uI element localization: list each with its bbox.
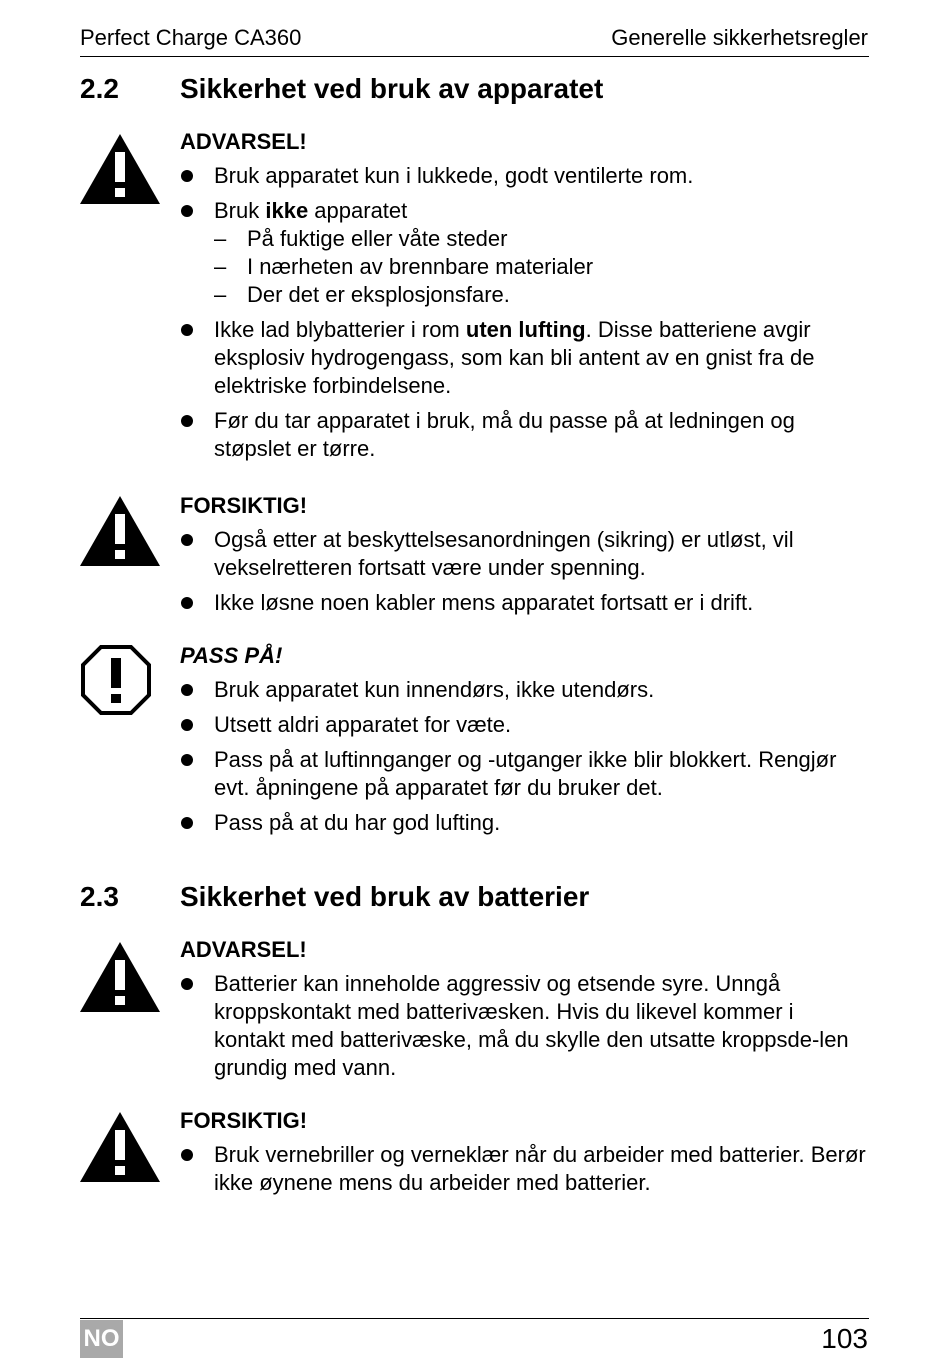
sub-item-text: I nærheten av brennbare materialer [247,254,594,279]
bullet-icon [181,205,193,217]
list-item [180,589,870,617]
list-item [180,809,870,837]
bullet-icon [181,415,193,427]
item-list [180,970,870,1082]
bullet-icon [181,684,193,696]
list-item [180,162,870,190]
item-text-bold: ikke [265,198,309,223]
sub-list [214,225,870,309]
list-item [180,316,870,400]
sub-list-item [214,281,870,309]
dash-icon: – [214,282,227,307]
item-text: Batterier kan inneholde aggressiv og etsende syre. Unngå kroppskontakt med batterivæsken. Hvis du likevel kommer i kontakt med batterivæske, må du skylle den utsatte kroppsde-len grundig med vann. [214,971,849,1080]
item-text: Før du tar apparatet i bruk, må du passe på at ledningen og støpslet er tørre. [214,408,795,461]
block-label: FORSIKTIG! [180,493,308,518]
item-list [180,162,870,463]
warning-triangle-icon [80,942,160,1012]
list-item [180,746,870,802]
header-rule [80,56,869,57]
list-item [180,407,870,463]
item-list [180,526,870,617]
section-title: Sikkerhet ved bruk av apparatet [180,73,604,104]
item-text-bold: uten lufting [465,317,586,342]
bullet-icon [181,978,193,990]
warning-triangle-icon [80,134,160,204]
notice-block [180,642,870,844]
item-text: Pass på at du har god lufting. [214,810,501,835]
list-item [180,970,870,1082]
item-text-after: . Disse batteriene avgir eksplosiv hydrogengass, som kan bli antent av en gnist fra de elektriske forbindelsene. [214,317,815,398]
item-list [180,676,870,837]
item-text: Ikke løsne noen kabler mens apparatet fortsatt er i drift. [214,590,754,615]
warning-block [180,128,870,470]
warning-triangle-icon [80,496,160,566]
item-text: Bruk apparatet kun innendørs, ikke utendørs. [214,677,655,702]
item-list [180,1141,870,1197]
item-text: Bruk apparatet kun i lukkede, godt ventilerte rom. [214,163,694,188]
language-badge: NO [80,1320,123,1358]
section-number: 2.2 [80,73,119,104]
bullet-icon [181,324,193,336]
sub-item-text: På fuktige eller våte steder [247,226,508,251]
sub-list-item [214,225,870,253]
footer-rule [80,1318,869,1319]
item-text: Også etter at beskyttelsesanordningen (sikring) er utløst, vil vekselretteren fortsatt være under spenning. [214,527,794,580]
header-chapter-title: Generelle sikkerhetsregler [611,25,868,50]
section-number: 2.3 [80,881,119,912]
item-text-before: Bruk [214,198,266,223]
bullet-icon [181,754,193,766]
list-item [180,1141,870,1197]
bullet-icon [181,817,193,829]
block-label: ADVARSEL! [180,937,307,962]
list-item [180,676,870,704]
caution-block [180,492,870,624]
item-text-after: apparatet [308,198,408,223]
item-text: Utsett aldri apparatet for væte. [214,712,512,737]
list-item [180,526,870,582]
page-number: 103 [821,1323,868,1354]
dash-icon: – [214,254,227,279]
item-text: Pass på at luftinnganger og -utganger ikke blir blokkert. Rengjør evt. åpningene på apparatet før du bruker det. [214,747,837,800]
section-title: Sikkerhet ved bruk av batterier [180,881,590,912]
item-text-before: Ikke lad blybatterier i rom [214,317,466,342]
bullet-icon [181,1149,193,1161]
dash-icon: – [214,226,227,251]
bullet-icon [181,534,193,546]
caution-block [180,1107,870,1204]
sub-list-item [214,253,870,281]
bullet-icon [181,719,193,731]
block-label: ADVARSEL! [180,129,307,154]
block-label: PASS PÅ! [180,643,283,668]
bullet-icon [181,170,193,182]
item-text: Bruk vernebriller og verneklær når du arbeider med batterier. Berør ikke øynene mens du arbeider med batterier. [214,1142,866,1195]
list-item [180,711,870,739]
sub-item-text: Der det er eksplosjonsfare. [247,282,510,307]
notice-octagon-icon [80,644,152,716]
warning-block [180,936,870,1089]
list-item [180,197,870,309]
block-label: FORSIKTIG! [180,1108,308,1133]
warning-triangle-icon [80,1112,160,1182]
bullet-icon [181,597,193,609]
header-document-title: Perfect Charge CA360 [80,25,302,50]
